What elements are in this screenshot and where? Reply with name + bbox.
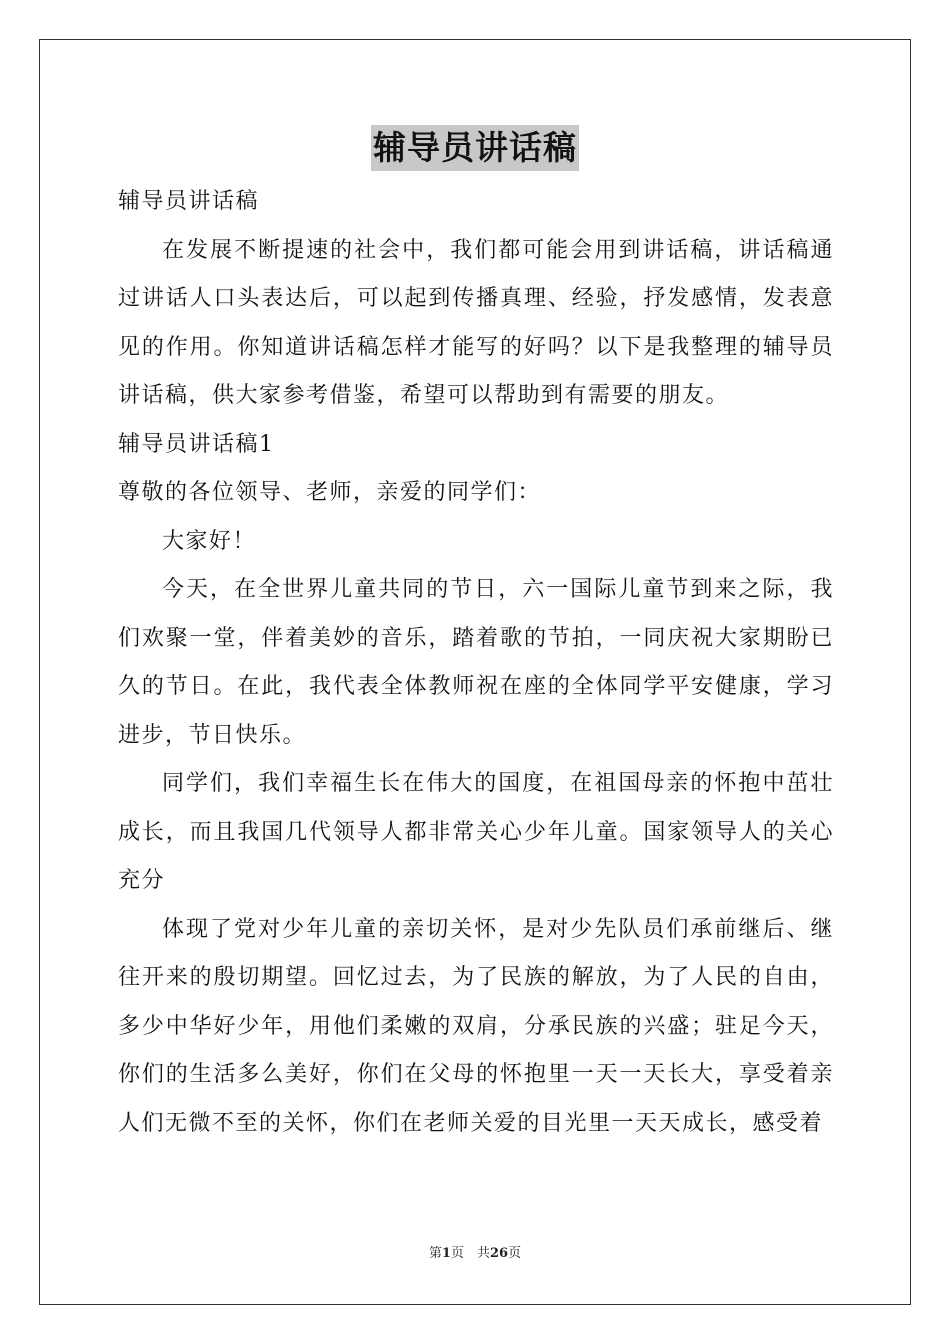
greeting-paragraph: 大家好！ [162,528,257,554]
subtitle-paragraph: 辅导员讲话稿 [118,189,260,214]
document-title: 辅导员讲话稿 [371,125,579,171]
footer-page-mid: 页 共 [450,1246,490,1261]
footer-total-pages: 26 [489,1246,509,1261]
body-paragraph-3: 体现了党对少年儿童的亲切关怀，是对少先队员们承前继后、继往开来的殷切期望。回忆过去，为了民族的解放，为了人民的自由，多少中华好少年，用他们柔嫩的双肩，分承民族的兴盛；驻足今天，你们的生活多么美好，你们在父母的怀抱里一天一天长大，享受着亲人们无微不至的关怀，你们在老师关爱的目光里一天天成长，感受着 [118,916,834,1136]
body-paragraph-2: 同学们，我们幸福生长在伟大的国度，在祖国母亲的怀抱中茁壮成长，而且我国几代领导人都非常关心少年儿童。国家领导人的关心充分 [118,771,834,893]
body-paragraph-1: 今天，在全世界儿童共同的节日，六一国际儿童节到来之际，我们欢聚一堂，伴着美妙的音乐，踏着歌的节拍，一同庆祝大家期盼已久的节日。在此，我代表全体教师祝在座的全体同学平安健康，学习进步，节日快乐。 [118,577,834,748]
footer-current-page: 1 [441,1246,451,1261]
footer-page-suffix: 页 [508,1246,522,1261]
title-wrap [0,125,950,171]
salutation-paragraph: 尊敬的各位领导、老师，亲爱的同学们： [118,480,542,505]
document-body [118,178,834,1148]
intro-paragraph: 在发展不断提速的社会中，我们都可能会用到讲话稿，讲话稿通过讲话人口头表达后，可以起到传播真理、经验，抒发感情，发表意见的作用。你知道讲话稿怎样才能写的好吗？以下是我整理的辅导员讲话稿，供大家参考借鉴，希望可以帮助到有需要的朋友。 [118,237,834,408]
page-footer [0,1244,950,1264]
section-heading: 辅导员讲话稿1 [118,431,275,457]
footer-page-prefix: 第 [428,1246,442,1261]
